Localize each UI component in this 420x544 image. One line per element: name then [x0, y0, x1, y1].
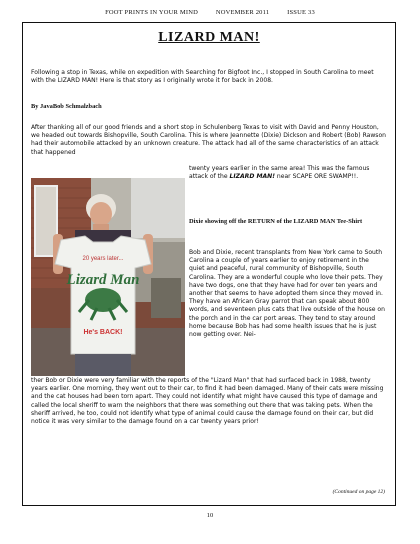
lizard-man-emphasis: LIZARD MAN!: [229, 173, 275, 181]
shirt-text-bottom: He's BACK!: [83, 329, 123, 336]
paragraph-2: Bob and Dixie, recent transplants from New York came to South Carolina a couple of years earlier to enjoy retirement in the quiet and peaceful, rural community of Bishopville, South Carolina. They are a wonderful couple who love their pets. They have two dogs, one that they have had for over ten years and another that seems to have adopted them since they moved in. They have an African Gray parrot that can speak about 800 words, and seventeen plus cats that live outside of the house on the porch and in the car port areas. They tend to stay around home because Bob has had some health issues that he is just now getting over. Nei-: [189, 249, 385, 339]
dixie-photo: [31, 178, 185, 376]
paragraph-1-continued: [189, 165, 385, 181]
issue-number: ISSUE 33: [287, 9, 315, 16]
shirt-text-top: 20 years later...: [82, 256, 124, 262]
byline: By JavaBob Schmalzbach: [31, 103, 102, 110]
paragraph-1: After thanking all of our good friends and a short stop in Schulenberg Texas to visit with David and Penny Houston, we headed out towards Bishopville, South Carolina. This is where Jeannette (Dixie) Dickson and Robert (Bob) Rawson had their automobile attacked by an unknown creature. The attack had all of the same characteristics of an attack that happened: [31, 124, 386, 156]
photo-caption: Dixie showing off the RETURN of the LIZARD MAN Tee-Shirt: [189, 218, 363, 225]
paragraph-1-text-b: near SCAPE ORE SWAMP!!.: [276, 173, 359, 181]
intro-paragraph: Following a stop in Texas, while on expedition with Searching for Bigfoot Inc., I stopped in South Carolina to meet with the LIZARD MAN! Here is that story as I originally wrote it for back in 2008.: [31, 69, 374, 85]
article-frame: [22, 22, 396, 506]
issue-date: NOVEMBER 2011: [215, 9, 270, 16]
running-header: [0, 9, 420, 16]
article-title: LIZARD MAN!: [158, 30, 260, 45]
shirt-text-main: Lizard Man: [66, 272, 140, 288]
page-number: 10: [206, 512, 214, 519]
paragraph-1-text-a: twenty years earlier in the same area! This was the famous attack of the: [189, 165, 370, 181]
paragraph-2-continued: ther Bob or Dixie were very familiar with the reports of the "Lizard Man" that had surfaced back in 1988, twenty years earlier. One morning, they went out to their car, to find it had been damaged. Many of their cats were missing and the cat houses had been torn apart. They could not identify what might have caused this type of damage and called the local sheriff to warn the neighbors that there was something out there that was taking pets. When the sheriff arrived, he too, could not identify what type of animal could cause the damage found on their car, but did notice it was very similar to the damage found on a car twenty years prior!: [31, 377, 384, 426]
continued-note: (Continued on page 12): [332, 489, 385, 495]
publication-name: FOOT PRINTS IN YOUR MIND: [105, 9, 198, 16]
photo-illustration: [31, 178, 185, 376]
